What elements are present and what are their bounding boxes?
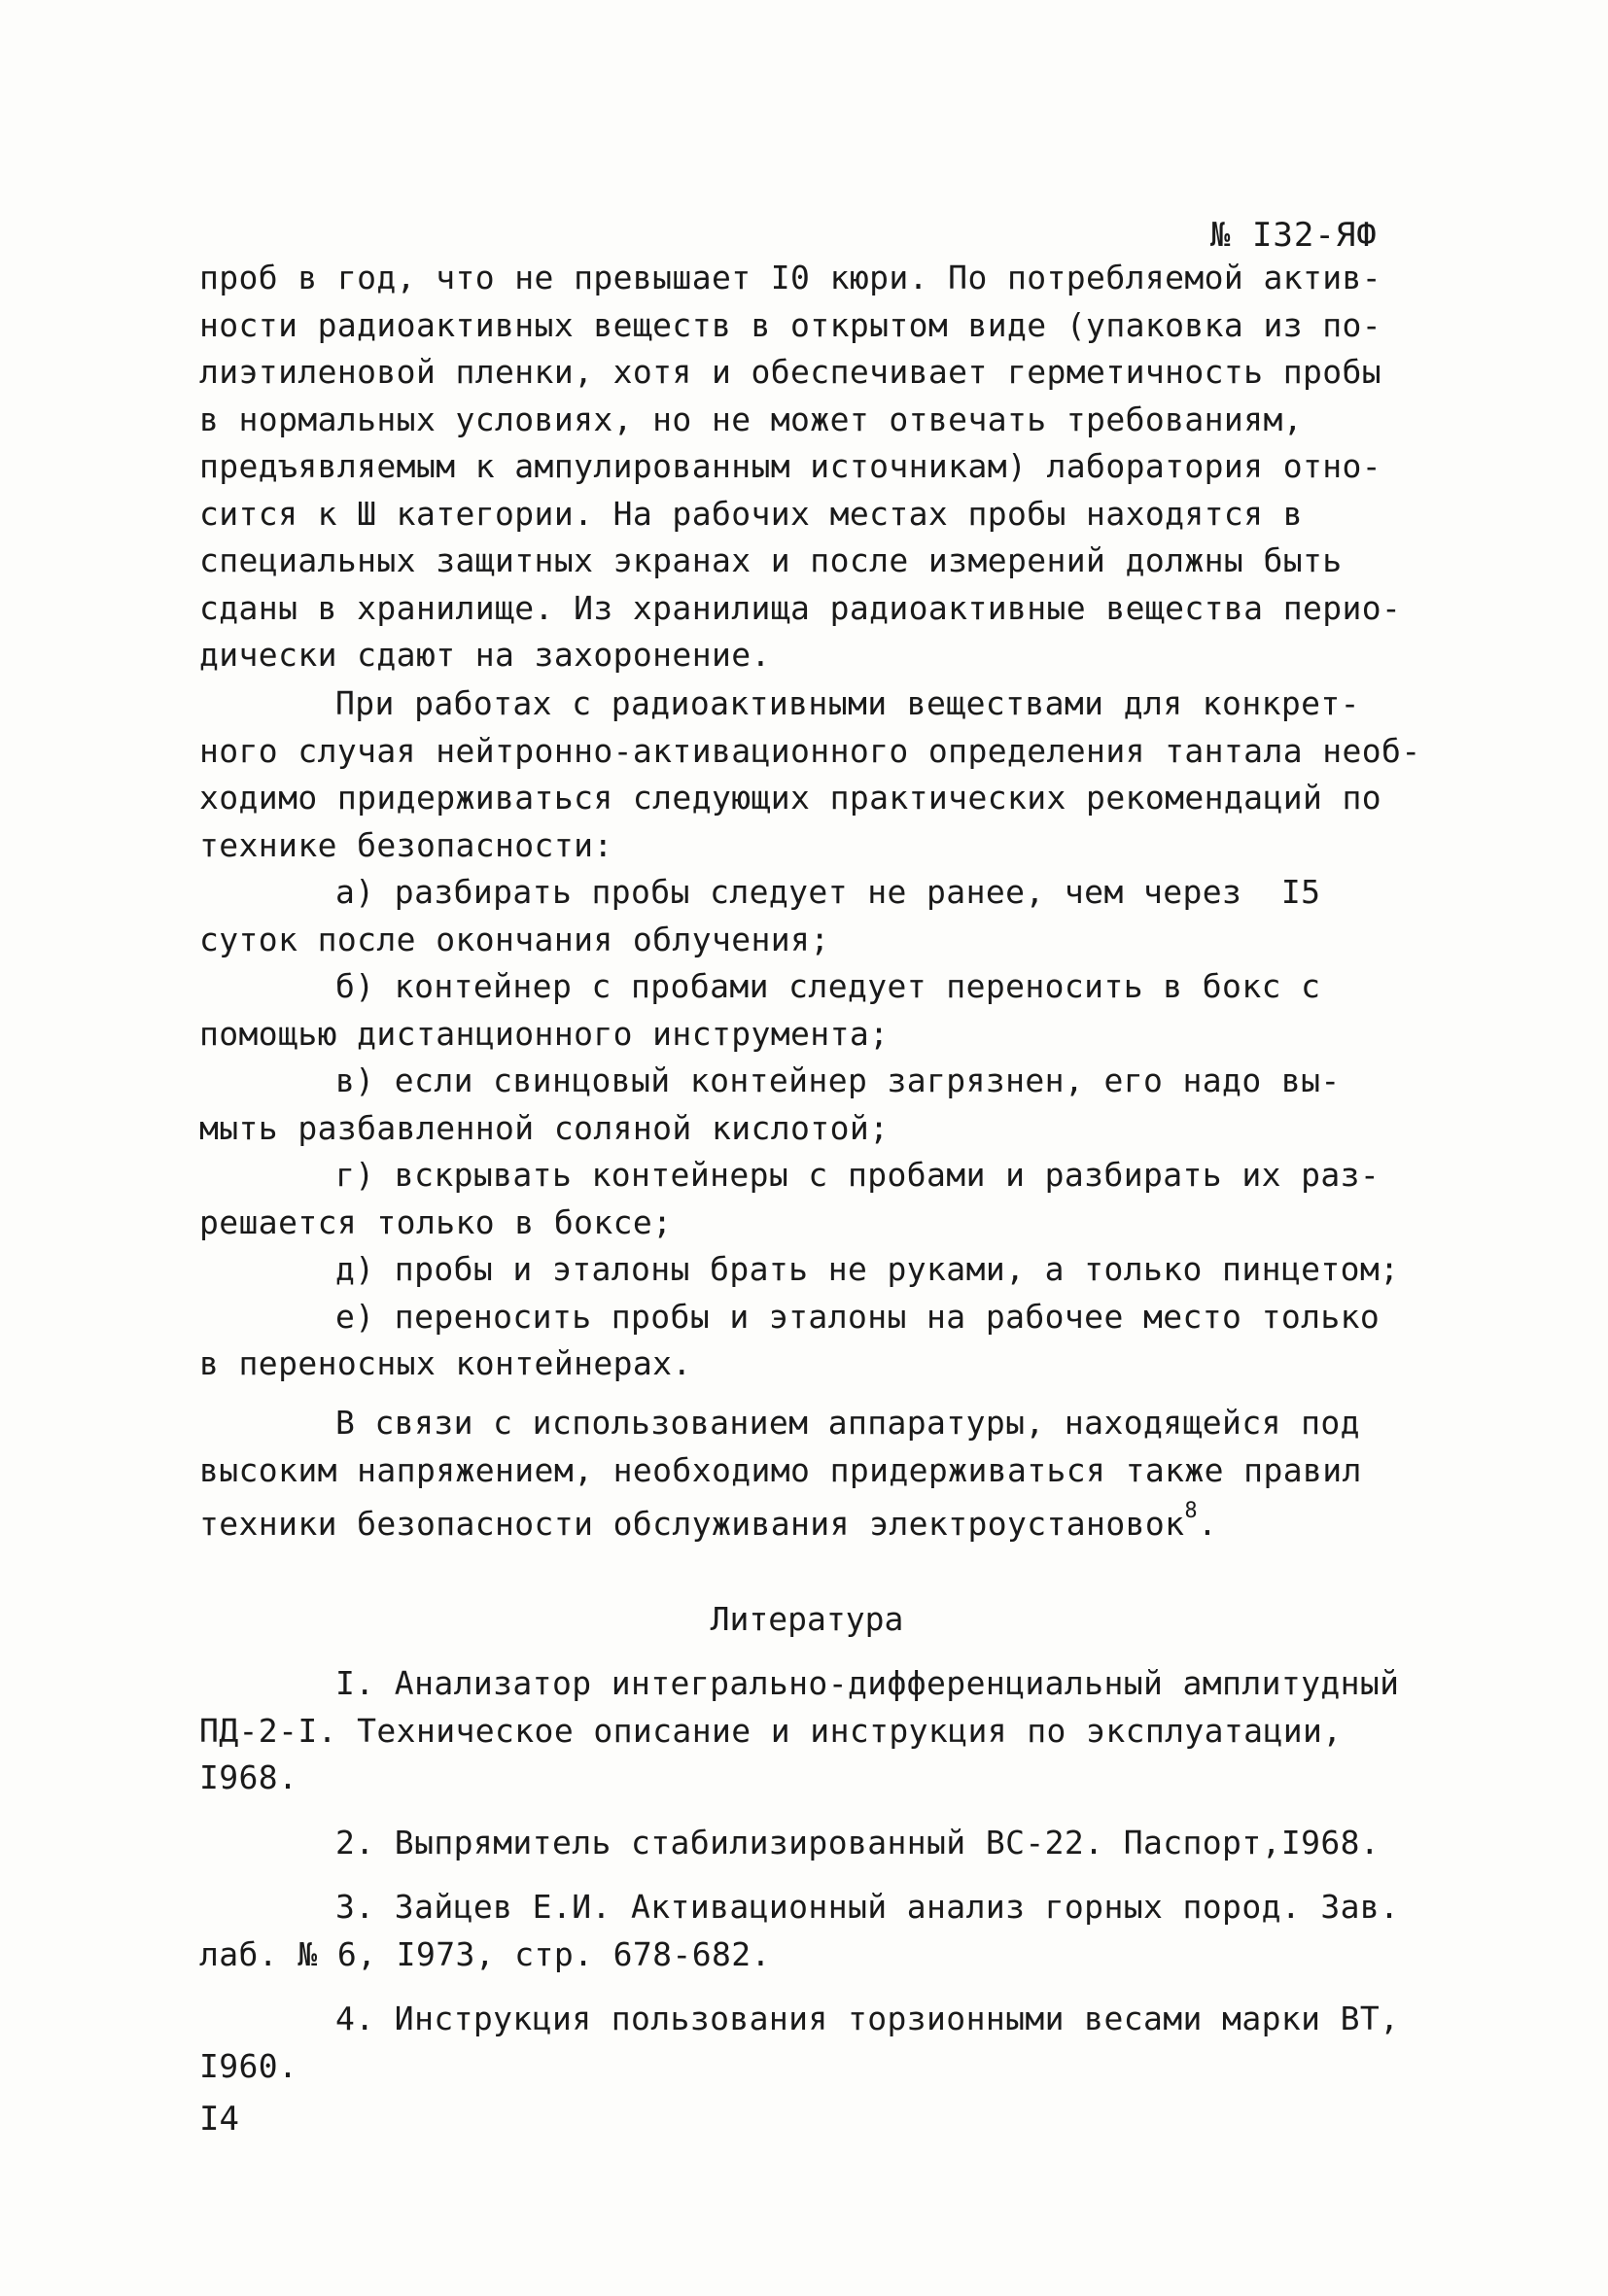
- text-line: ности радиоактивных веществ в открытом виде (упаковка из по-: [199, 305, 1382, 344]
- text-line: В связи с использованием аппаратуры, находящейся под: [335, 1404, 1360, 1442]
- reference-item: [199, 1884, 1415, 1978]
- reference-line: 4. Инструкция пользования торзионными весами марки ВТ,: [335, 2000, 1400, 2037]
- paragraph-3: [199, 1400, 1415, 1542]
- reference-line: 2. Выпрямитель стабилизированный ВС-22. Паспорт,I968.: [335, 1823, 1381, 1861]
- sentence-end: .: [1198, 1505, 1218, 1543]
- text-line: сданы в хранилище. Из хранилища радиоактивные вещества перио-: [199, 588, 1402, 627]
- recommendations-list: [199, 869, 1415, 1388]
- text-line-final: [199, 1494, 1415, 1542]
- list-item: в) если свинцовый контейнер загрязнен, его надо вы-: [335, 1061, 1341, 1099]
- text-line: проб в год, что не превышает I0 кюри. По потребляемой актив-: [199, 259, 1382, 296]
- list-item-continuation: решается только в боксе;: [199, 1202, 673, 1241]
- text-line: При работах с радиоактивными веществами для конкрет-: [335, 684, 1360, 722]
- text-line: ходимо придерживаться следующих практических рекомендаций по: [199, 779, 1382, 817]
- reference-item: [199, 1996, 1415, 2090]
- literature-heading: Литература: [710, 1600, 904, 1638]
- list-item: г) вскрывать контейнеры с пробами и разбирать их раз-: [335, 1156, 1381, 1194]
- reference-item: [199, 1660, 1415, 1802]
- list-item: а) разбирать пробы следует не ранее, чем через I5: [335, 873, 1321, 911]
- list-item: б) контейнер с пробами следует переносить в бокс с: [335, 967, 1321, 1005]
- reference-list: [199, 1660, 1415, 2107]
- list-item-continuation: суток после окончания облучения;: [199, 920, 830, 958]
- list-item-continuation: мыть разбавленной соляной кислотой;: [199, 1108, 890, 1147]
- reference-line: ПД-2-I. Техническое описание и инструкция по эксплуатации,: [199, 1711, 1343, 1750]
- text-line: специальных защитных экранах и после измерений должны быть: [199, 541, 1343, 579]
- text-line: в нормальных условиях, но не может отвечать требованиям,: [199, 400, 1303, 438]
- reference-item: [199, 1820, 1415, 1867]
- paragraph-2: [199, 680, 1421, 869]
- text-line: технике безопасности:: [199, 825, 613, 864]
- reference-line: 3. Зайцев Е.И. Активационный анализ горных пород. Зав.: [335, 1888, 1400, 1926]
- text-line: дически сдают на захоронение.: [199, 636, 771, 674]
- list-item-continuation: помощью дистанционного инструмента;: [199, 1014, 890, 1053]
- text-line: предъявляемым к ампулированным источникам) лаборатория отно-: [199, 447, 1382, 485]
- text-line: ного случая нейтронно-активационного определения тантала необ-: [199, 731, 1421, 770]
- footnote-marker: 8: [1184, 1499, 1199, 1523]
- reference-line: лаб. № 6, I973, стр. 678-682.: [199, 1934, 771, 1973]
- text-line: техники безопасности обслуживания электроустановок: [199, 1505, 1185, 1543]
- list-item-continuation: в переносных контейнерах.: [199, 1344, 692, 1382]
- reference-line: I960.: [199, 2046, 298, 2085]
- reference-line: I968.: [199, 1758, 298, 1796]
- list-item: д) пробы и эталоны брать не руками, а только пинцетом;: [335, 1250, 1400, 1288]
- list-item: е) переносить пробы и эталоны на рабочее место только: [335, 1297, 1381, 1336]
- text-line: лиэтиленовой пленки, хотя и обеспечивает герметичность пробы: [199, 353, 1382, 391]
- text-line: высоким напряжением, необходимо придерживаться также правил: [199, 1450, 1362, 1489]
- paragraph-1: [199, 255, 1415, 679]
- page-number: I4: [199, 2100, 239, 2139]
- document-number: № I32-ЯФ: [1210, 216, 1378, 255]
- text-line: сится к Ш категории. На рабочих местах пробы находятся в: [199, 494, 1303, 533]
- reference-line: I. Анализатор интегрально-дифференциальный амплитудный: [335, 1664, 1400, 1702]
